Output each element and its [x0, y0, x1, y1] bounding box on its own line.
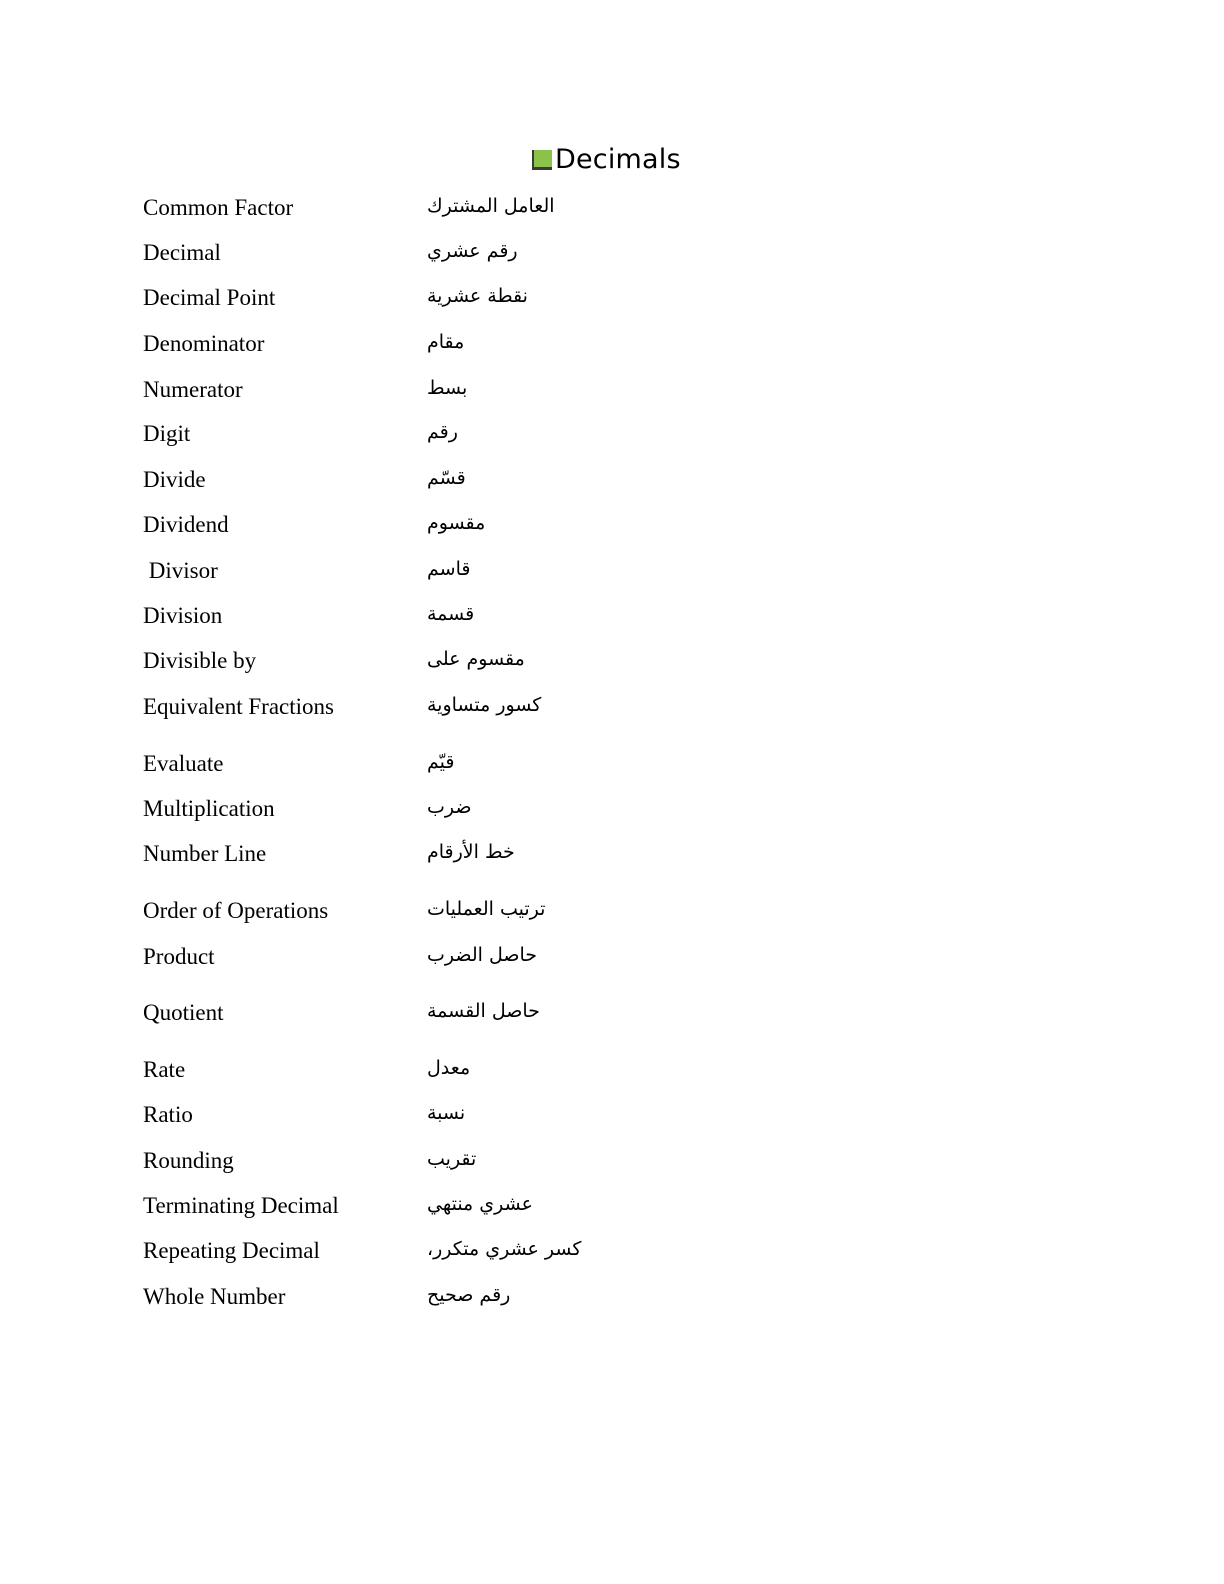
glossary-row — [0, 794, 1224, 824]
term-english: Denominator — [143, 331, 265, 356]
glossary-row — [0, 1282, 1224, 1312]
term-english: Order of Operations — [143, 898, 329, 923]
term-english: Divisible by — [143, 648, 257, 673]
page-title: Decimals — [555, 144, 681, 175]
term-arabic: نقطة عشرية — [427, 285, 528, 307]
term-arabic: بسط — [427, 377, 468, 399]
term-arabic: رقم عشري — [427, 240, 518, 262]
term-english: Divisor — [143, 558, 218, 583]
term-english: Terminating Decimal — [143, 1193, 339, 1218]
term-arabic: حاصل القسمة — [427, 1000, 540, 1022]
term-arabic: قيّم — [427, 751, 455, 773]
term-english: Equivalent Fractions — [143, 694, 334, 719]
term-english: Evaluate — [143, 751, 224, 776]
term-arabic: قسمة — [427, 603, 475, 625]
term-english: Repeating Decimal — [143, 1238, 320, 1263]
glossary-row — [0, 896, 1224, 926]
glossary-row — [0, 692, 1224, 722]
term-english: Whole Number — [143, 1284, 286, 1309]
term-arabic: كسر عشري متكرر، — [427, 1238, 582, 1260]
term-arabic: مقسوم — [427, 512, 486, 534]
term-arabic: كسور متساوية — [427, 694, 542, 716]
glossary-row — [0, 329, 1224, 359]
term-arabic: نسبة — [427, 1102, 466, 1124]
term-english: Digit — [143, 421, 191, 446]
glossary-row — [0, 556, 1224, 586]
glossary-row — [0, 510, 1224, 540]
term-english: Multiplication — [143, 796, 275, 821]
glossary-row — [0, 193, 1224, 223]
term-arabic: ضرب — [427, 796, 472, 818]
term-arabic: خط الأرقام — [427, 841, 515, 863]
glossary-row — [0, 998, 1224, 1028]
glossary-row — [0, 1100, 1224, 1130]
glossary-row — [0, 1236, 1224, 1266]
term-english: Rate — [143, 1057, 186, 1082]
glossary-row — [0, 749, 1224, 779]
term-arabic: قسّم — [427, 467, 466, 489]
term-english: Dividend — [143, 512, 229, 537]
glossary-row — [0, 465, 1224, 495]
glossary-row — [0, 238, 1224, 268]
term-english: Ratio — [143, 1102, 193, 1127]
term-arabic: عشري منتهي — [427, 1193, 533, 1215]
term-arabic: تقريب — [427, 1148, 477, 1170]
term-arabic: مقام — [427, 331, 465, 353]
term-english: Division — [143, 603, 223, 628]
term-arabic: العامل المشترك — [427, 195, 555, 217]
glossary-row — [0, 283, 1224, 313]
glossary-row — [0, 942, 1224, 972]
glossary-row — [0, 375, 1224, 405]
term-english: Number Line — [143, 841, 267, 866]
term-arabic: ترتيب العمليات — [427, 898, 546, 920]
term-english: Divide — [143, 467, 206, 492]
term-arabic: حاصل الضرب — [427, 944, 538, 966]
term-arabic: معدل — [427, 1057, 471, 1079]
term-english: Quotient — [143, 1000, 224, 1025]
term-arabic: مقسوم على — [427, 648, 525, 670]
term-english: Common Factor — [143, 195, 294, 220]
glossary-row — [0, 419, 1224, 449]
term-arabic: قاسم — [427, 558, 471, 580]
term-english: Product — [143, 944, 215, 969]
term-arabic: رقم — [427, 421, 458, 443]
glossary-row — [0, 1191, 1224, 1221]
term-english: Numerator — [143, 377, 243, 402]
glossary-row — [0, 839, 1224, 869]
glossary-row — [0, 601, 1224, 631]
glossary-row — [0, 1146, 1224, 1176]
term-arabic: رقم صحيح — [427, 1284, 511, 1306]
term-english: Decimal — [143, 240, 221, 265]
glossary-row — [0, 646, 1224, 676]
term-english: Decimal Point — [143, 285, 276, 310]
glossary-row — [0, 1055, 1224, 1085]
term-english: Rounding — [143, 1148, 234, 1173]
